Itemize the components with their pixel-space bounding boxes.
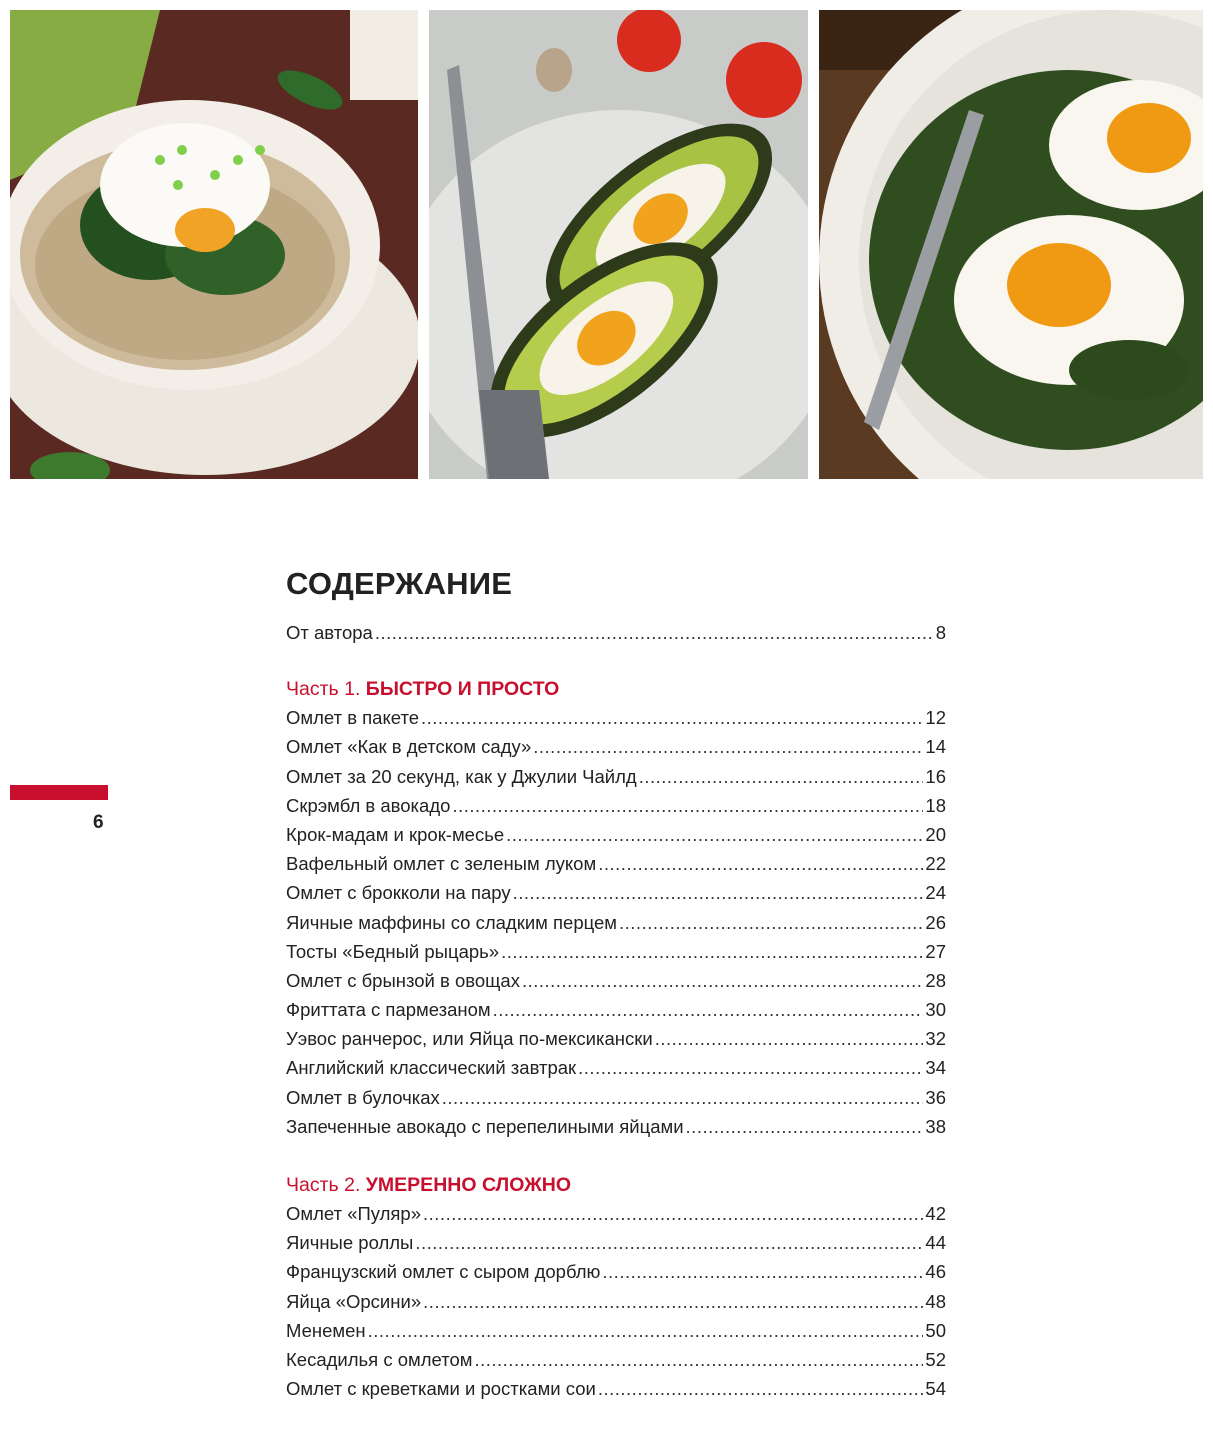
- toc-leader-dots: [501, 937, 923, 966]
- toc-entry[interactable]: [286, 1112, 946, 1141]
- toc-entry[interactable]: [286, 1316, 946, 1345]
- toc-entry[interactable]: [286, 908, 946, 937]
- toc-entry-title: Скрэмбл в авокадо: [286, 794, 451, 816]
- page-marker-bar: [10, 785, 108, 800]
- toc-leader-dots: [655, 1024, 924, 1053]
- toc-leader-dots: [474, 1345, 923, 1374]
- part-heading: [286, 671, 946, 703]
- toc-heading: СОДЕРЖАНИЕ: [286, 566, 513, 601]
- toc-entry-page: 22: [925, 853, 946, 875]
- toc-entry-title: Яичные маффины со сладким перцем: [286, 911, 618, 933]
- toc-entry-title: Крок-мадам и крок-месье: [286, 823, 505, 845]
- toc-entry-page: 52: [925, 1348, 946, 1370]
- baked-avocado-eggs-photo: [429, 10, 808, 479]
- toc-entry[interactable]: [286, 762, 946, 791]
- toc-entry-page: 44: [925, 1232, 946, 1254]
- toc-leader-dots: [598, 849, 923, 878]
- toc-entry[interactable]: [286, 878, 946, 907]
- toc-entry-page: 18: [925, 794, 946, 816]
- toc-entry-title: Фриттата с пармезаном: [286, 999, 491, 1021]
- toc-entry[interactable]: [286, 1053, 946, 1082]
- toc-entry-page: 42: [925, 1203, 946, 1224]
- toc-entry-title: От автора: [286, 622, 373, 643]
- toc-entry-title: Запеченные авокадо с перепелиными яйцами: [286, 1115, 684, 1137]
- toc-entry-page: 34: [925, 1057, 946, 1079]
- toc-entry-page: 8: [935, 622, 946, 643]
- toc-entry-page: 26: [925, 911, 946, 933]
- part-prefix: Часть 1.: [286, 678, 361, 701]
- toc-entry-page: 28: [925, 969, 946, 991]
- toc-entry-page: 32: [925, 1028, 946, 1050]
- toc-entry[interactable]: [286, 995, 946, 1024]
- toc-leader-dots: [513, 878, 924, 907]
- toc-entry[interactable]: [286, 1374, 946, 1403]
- toc-entry-page: 38: [925, 1115, 946, 1137]
- toc-leader-dots: [442, 1083, 924, 1112]
- toc-entry-title: Омлет с брокколи на пару: [286, 882, 511, 904]
- toc-leader-dots: [423, 1287, 923, 1316]
- toc-entry[interactable]: [286, 1345, 946, 1374]
- toc-entry-title: Менемен: [286, 1319, 366, 1341]
- toc-entry[interactable]: [286, 1257, 946, 1286]
- toc-entry-title: Омлет в булочках: [286, 1086, 440, 1108]
- toc-entry-title: Вафельный омлет с зеленым луком: [286, 853, 597, 875]
- toc-entry-page: 48: [925, 1290, 946, 1312]
- toc-entry-page: 27: [925, 940, 946, 962]
- toc-entry[interactable]: [286, 1024, 946, 1053]
- toc-leader-dots: [533, 732, 923, 761]
- toc-entry-page: 12: [925, 707, 946, 729]
- toc-entry[interactable]: [286, 703, 946, 732]
- toc-leader-dots: [578, 1053, 923, 1082]
- toc-leader-dots: [602, 1257, 923, 1286]
- toc-entry[interactable]: [286, 791, 946, 820]
- toc-leader-dots: [368, 1316, 924, 1345]
- oatmeal-poached-egg-photo: [10, 10, 418, 479]
- toc-leader-dots: [375, 618, 934, 647]
- toc-entry-title: Омлет «Как в детском саду»: [286, 736, 532, 758]
- toc-entry-page: 36: [925, 1086, 946, 1108]
- toc-entry-title: Яичные роллы: [286, 1232, 414, 1254]
- toc-entry-title: Яйца «Орсини»: [286, 1290, 422, 1312]
- toc-entry-intro[interactable]: [286, 618, 946, 647]
- toc-entry[interactable]: [286, 966, 946, 995]
- toc-leader-dots: [522, 966, 923, 995]
- toc-entry-page: 16: [925, 765, 946, 787]
- toc-leader-dots: [506, 820, 923, 849]
- toc-parts: [286, 671, 946, 1403]
- toc-entry-page: 24: [925, 882, 946, 904]
- toc-leader-dots: [423, 1199, 923, 1228]
- part-prefix: Часть 2.: [286, 1174, 361, 1196]
- toc-entry[interactable]: [286, 1083, 946, 1112]
- toc-leader-dots: [421, 703, 923, 732]
- toc-entry-title: Французский омлет с сыром дорблю: [286, 1261, 601, 1283]
- toc-entry[interactable]: [286, 849, 946, 878]
- toc-leader-dots: [452, 791, 923, 820]
- toc-entry[interactable]: [286, 732, 946, 761]
- toc-entry-title: Омлет «Пуляр»: [286, 1203, 422, 1224]
- toc-entry-title: Уэвос ранчерос, или Яйца по-мексикански: [286, 1028, 653, 1050]
- toc-leader-dots: [493, 995, 924, 1024]
- toc-leader-dots: [619, 908, 923, 937]
- toc-leader-dots: [415, 1228, 923, 1257]
- toc-entry-title: Английский классический завтрак: [286, 1057, 577, 1079]
- part-name: БЫСТРО И ПРОСТО: [365, 678, 560, 701]
- toc-entry-page: 50: [925, 1319, 946, 1341]
- part-name: УМЕРЕННО СЛОЖНО: [365, 1174, 572, 1196]
- toc-entry-page: 46: [925, 1261, 946, 1283]
- toc-entry[interactable]: [286, 1199, 946, 1228]
- toc-leader-dots: [686, 1112, 924, 1141]
- table-of-contents: [286, 562, 946, 1403]
- toc-entry-page: 30: [925, 999, 946, 1021]
- page-number: 6: [93, 812, 104, 833]
- toc-entry[interactable]: [286, 820, 946, 849]
- toc-entry[interactable]: [286, 1287, 946, 1316]
- part-heading: [286, 1167, 946, 1199]
- toc-entry-page: 54: [925, 1378, 946, 1400]
- toc-entry-title: Кесадилья с омлетом: [286, 1348, 473, 1370]
- toc-entry[interactable]: [286, 1228, 946, 1257]
- toc-leader-dots: [598, 1374, 924, 1403]
- fried-eggs-spinach-pan-photo: [819, 10, 1203, 479]
- toc-entry-page: 20: [925, 823, 946, 845]
- toc-entry-title: Тосты «Бедный рыцарь»: [286, 940, 500, 962]
- toc-entry-page: 14: [925, 736, 946, 758]
- toc-entry-title: Омлет с креветками и ростками сои: [286, 1378, 596, 1400]
- toc-entry-title: Омлет в пакете: [286, 707, 419, 729]
- toc-entry-title: Омлет за 20 секунд, как у Джулии Чайлд: [286, 765, 637, 787]
- toc-leader-dots: [639, 762, 924, 791]
- toc-entry[interactable]: [286, 937, 946, 966]
- toc-entry-title: Омлет с брынзой в овощах: [286, 969, 520, 991]
